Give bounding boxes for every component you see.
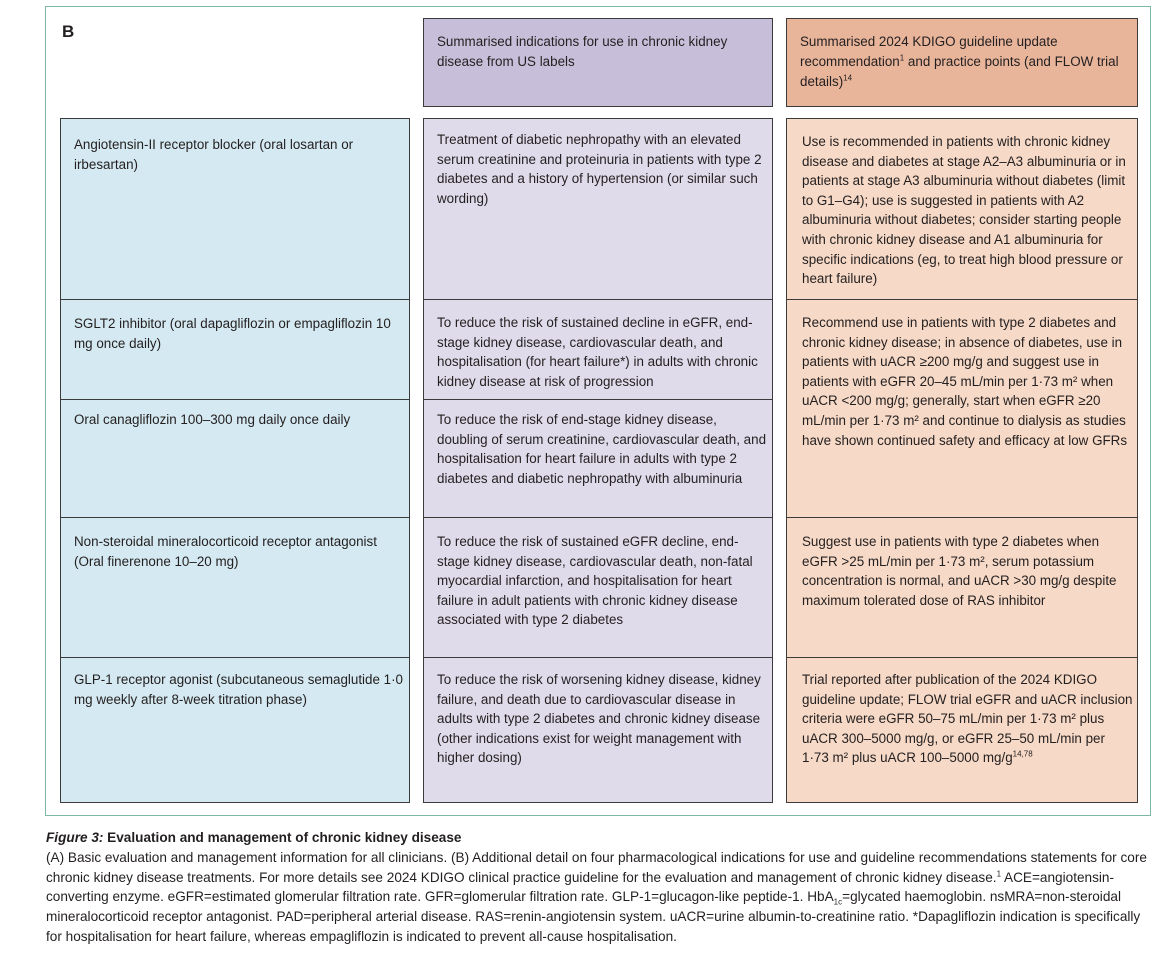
header-us-labels-text: Summarised indications for use in chronic kidney disease from US labels [437, 34, 728, 69]
us-label-arb: Treatment of diabetic nephropathy with an elevated serum creatinine and proteinuria in patients with type 2 diabetes and a history of hypertension (or similar such wording) [437, 132, 762, 206]
us-label-nsmra: To reduce the risk of sustained eGFR decline, end-stage kidney disease, cardiovascular death, non-fatal myocardial infarction, and hospitalisation for heart failure in adult patients with chronic kidney disease associated with type 2 diabetes [437, 534, 753, 628]
header-kdigo-text-2: and practice points (and FLOW trial details) [800, 54, 1119, 89]
caption-body-ref: 1 [996, 869, 1002, 879]
kdigo-nsmra: Suggest use in patients with type 2 diabetes when eGFR >25 mL/min per 1·73 m², serum potassium concentration is normal, and uACR >30 mg/g despite maximum tolerated dose of RAS inhibitor [802, 534, 1117, 608]
caption-body [46, 848, 1150, 947]
caption-body-3: =glycated haemoglobin. nsMRA=non-steroidal mineralocorticoid receptor antagonist. PAD=peripheral arterial disease. RAS=renin-angiotensin system. uACR=urine albumin-to-creatinine ratio. *Dapagliflozin indication is specifically for hospitalisation for heart failure, whereas empagliflozin is indicated to prevent all-cause hospitalisation. [46, 889, 1141, 944]
drug-arb: Angiotensin-II receptor blocker (oral losartan or irbesartan) [74, 137, 354, 172]
header-kdigo-ref-2: 14 [843, 73, 853, 83]
kdigo-arb: Use is recommended in patients with chronic kidney disease and diabetes at stage A2–A3 albuminuria or in patients at stage A3 albuminuria without diabetes (limit to G1–G4); use is suggested in patients with A2 albuminuria without diabetes; consider starting people with chronic kidney disease and A1 albuminuria for specific indications (eg, to treat high blood pressure or heart failure) [802, 134, 1126, 287]
us-label-sglt2: To reduce the risk of sustained decline in eGFR, end-stage kidney disease, cardiovascular death, and hospitalisation (for heart failure*) in adults with chronic kidney disease at risk of progression [437, 315, 758, 389]
caption-title-text: Evaluation and management of chronic kidney disease [103, 830, 462, 845]
kdigo-glp1-ref: 14,78 [1012, 749, 1033, 759]
row-divider [423, 299, 773, 300]
row-divider [423, 657, 773, 658]
caption-body-1: (A) Basic evaluation and management information for all clinicians. (B) Additional detail on four pharmacological indications for use and guideline recommendations statements for core chronic kidney disease treatments. For more details see 2024 KDIGO clinical practice guideline for the evaluation and management of chronic kidney disease. [46, 849, 1147, 885]
row-divider [60, 399, 410, 400]
figure-caption [46, 828, 1150, 947]
caption-figure-label: Figure 3: [46, 830, 104, 845]
header-kdigo-text: Summarised 2024 KDIGO guideline update recommendation [800, 34, 1058, 69]
drug-canagliflozin: Oral canagliflozin 100–300 mg daily once daily [74, 412, 351, 427]
header-us-labels [423, 18, 773, 107]
caption-body-2: ACE=angiotensin-converting enzyme. eGFR=estimated glomerular filtration rate. GFR=glomerular filtration rate. GLP-1=glucagon-like peptide-1. HbA [46, 869, 1114, 905]
row-divider [423, 517, 773, 518]
kdigo-glp1 [802, 670, 1134, 768]
row-divider [60, 657, 410, 658]
caption-title [46, 828, 1150, 848]
row-divider [786, 517, 1138, 518]
kdigo-glp1-text: Trial reported after publication of the 2024 KDIGO guideline update; FLOW trial eGFR and uACR inclusion criteria were eGFR 50–75 mL/min per 1·73 m² plus uACR 300–5000 mg/g, or eGFR 25–50 mL/min per 1·73 m² plus uACR 100–5000 mg/g [802, 672, 1133, 766]
drug-nsmra: Non-steroidal mineralocorticoid receptor antagonist (Oral finerenone 10–20 mg) [74, 534, 377, 569]
kdigo-sglt2: Recommend use in patients with type 2 diabetes and chronic kidney disease; in absence of diabetes, use in patients with uACR ≥200 mg/g and suggest use in patients with eGFR 20–45 mL/min per 1·73 m² when uACR <200 mg/g; generally, start when eGFR ≥20 mL/min per 1·73 m² and continue to dialysis as studies have shown continued safety and efficacy at low GFRs [802, 315, 1128, 448]
row-divider [60, 299, 410, 300]
drug-sglt2: SGLT2 inhibitor (oral dapagliflozin or empagliflozin 10 mg once daily) [74, 316, 391, 351]
row-divider [786, 657, 1138, 658]
drug-glp1: GLP-1 receptor agonist (subcutaneous semaglutide 1·0 mg weekly after 8-week titration phase) [74, 672, 404, 707]
row-divider [60, 517, 410, 518]
caption-body-sub: 1c [833, 898, 843, 908]
panel-label: B [62, 22, 75, 41]
row-divider [786, 299, 1138, 300]
us-label-canagliflozin: To reduce the risk of end-stage kidney disease, doubling of serum creatinine, cardiovascular death, and hospitalisation for heart failure in adults with type 2 diabetes and diabetic nephropathy with albuminuria [437, 412, 767, 486]
row-divider [423, 399, 773, 400]
header-kdigo-ref: 1 [899, 53, 905, 63]
header-kdigo [786, 18, 1138, 107]
us-label-glp1: To reduce the risk of worsening kidney disease, kidney failure, and death due to cardiovascular disease in adults with type 2 diabetes and chronic kidney disease (other indications exist for weight management with higher dosing) [437, 672, 761, 766]
